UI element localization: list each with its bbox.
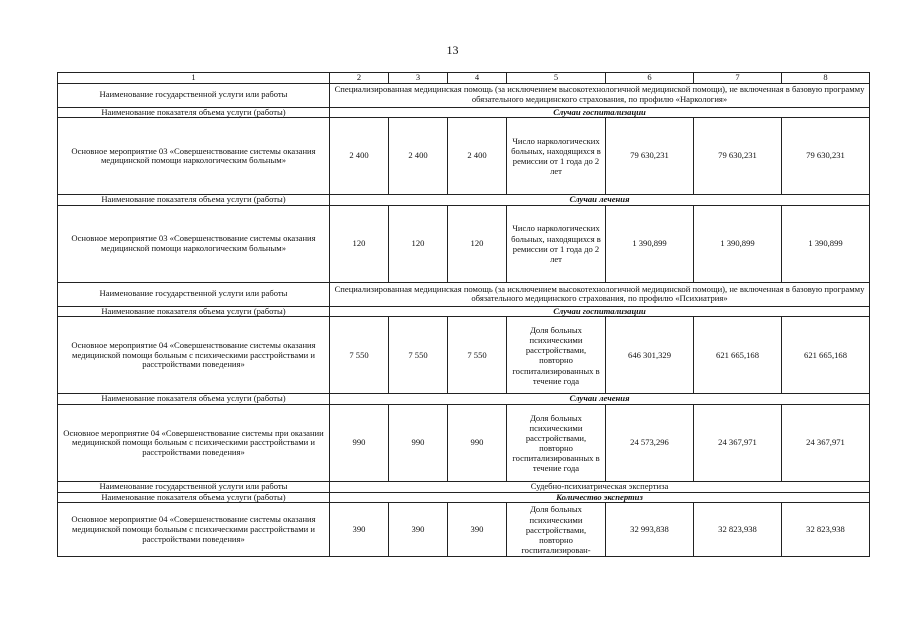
- row-value-2: 2 400: [330, 118, 389, 195]
- row-value-6: 1 390,899: [606, 205, 694, 282]
- header-cell-2: 2: [330, 73, 389, 84]
- row-value-4: 7 550: [448, 317, 507, 394]
- row-value-8: 32 823,938: [782, 503, 870, 557]
- row-value-3: 7 550: [389, 317, 448, 394]
- header-cell-6: 6: [606, 73, 694, 84]
- row-indicator: Число наркологических больных, находящихся в ремиссии от 1 года до 2 лет: [507, 205, 606, 282]
- header-cell-8: 8: [782, 73, 870, 84]
- row-value-8: 621 665,168: [782, 317, 870, 394]
- header-cell-4: 4: [448, 73, 507, 84]
- header-cell-3: 3: [389, 73, 448, 84]
- service-label: Наименование государственной услуги или работы: [58, 282, 330, 306]
- row-indicator: Доля больных психическими расстройствами, повторно госпитализирован-: [507, 503, 606, 557]
- row-name: Основное мероприятие 03 «Совершенствование системы оказания медицинской помощи наркологическим больным»: [58, 205, 330, 282]
- row-value-8: 79 630,231: [782, 118, 870, 195]
- row-value-2: 390: [330, 503, 389, 557]
- row-value-4: 2 400: [448, 118, 507, 195]
- service-row: [58, 83, 870, 107]
- indicator-label: Наименование показателя объема услуги (работы): [58, 492, 330, 503]
- service-row: [58, 282, 870, 306]
- row-value-7: 621 665,168: [694, 317, 782, 394]
- row-value-6: 646 301,329: [606, 317, 694, 394]
- row-value-7: 1 390,899: [694, 205, 782, 282]
- row-value-3: 990: [389, 405, 448, 482]
- indicator-title: Случаи госпитализации: [330, 306, 870, 317]
- page-number: 13: [446, 43, 459, 57]
- row-value-8: 24 367,971: [782, 405, 870, 482]
- row-indicator: Доля больных психическими расстройствами, повторно госпитализированных в течение года: [507, 405, 606, 482]
- service-label: Наименование государственной услуги или работы: [58, 83, 330, 107]
- row-value-8: 1 390,899: [782, 205, 870, 282]
- table-row: [58, 317, 870, 394]
- row-name: Основное мероприятие 04 «Совершенствование системы при оказании медицинской помощи больным с психическими расстройствами и расстройствами поведения»: [58, 405, 330, 482]
- row-value-6: 79 630,231: [606, 118, 694, 195]
- row-value-7: 24 367,971: [694, 405, 782, 482]
- row-indicator: Доля больных психическими расстройствами, повторно госпитализированных в течение года: [507, 317, 606, 394]
- indicator-row: [58, 306, 870, 317]
- indicator-label: Наименование показателя объема услуги (работы): [58, 107, 330, 118]
- indicator-row: [58, 492, 870, 503]
- indicator-row: [58, 195, 870, 206]
- service-title: Специализированная медицинская помощь (за исключением высокотехнологичной медицинской помощи), не включенная в базовую программу обязательного медицинского страхования, по профилю «Психиатрия»: [330, 282, 870, 306]
- row-value-6: 32 993,838: [606, 503, 694, 557]
- indicator-label: Наименование показателя объема услуги (работы): [58, 195, 330, 206]
- table-row: [58, 405, 870, 482]
- row-value-7: 79 630,231: [694, 118, 782, 195]
- row-value-4: 120: [448, 205, 507, 282]
- row-value-4: 390: [448, 503, 507, 557]
- header-cell-1: 1: [58, 73, 330, 84]
- row-value-4: 990: [448, 405, 507, 482]
- row-value-2: 990: [330, 405, 389, 482]
- indicator-row: [58, 394, 870, 405]
- row-value-2: 7 550: [330, 317, 389, 394]
- indicator-title: Случаи госпитализации: [330, 107, 870, 118]
- service-row: [58, 482, 870, 493]
- header-cell-7: 7: [694, 73, 782, 84]
- row-value-3: 120: [389, 205, 448, 282]
- header-cell-5: 5: [507, 73, 606, 84]
- service-title: Специализированная медицинская помощь (за исключением высокотехнологичной медицинской помощи), не включенная в базовую программу обязательного медицинского страхования, по профилю «Наркология»: [330, 83, 870, 107]
- row-value-7: 32 823,938: [694, 503, 782, 557]
- row-name: Основное мероприятие 04 «Совершенствование системы оказания медицинской помощи больным с психическими расстройствами и расстройствами поведения»: [58, 317, 330, 394]
- row-name: Основное мероприятие 04 «Совершенствование системы оказания медицинской помощи больным с психическими расстройствами и расстройствами поведения»: [58, 503, 330, 557]
- service-label: Наименование государственной услуги или работы: [58, 482, 330, 493]
- row-indicator: Число наркологических больных, находящихся в ремиссии от 1 года до 2 лет: [507, 118, 606, 195]
- indicator-label: Наименование показателя объема услуги (работы): [58, 394, 330, 405]
- table-row: [58, 118, 870, 195]
- indicator-label: Наименование показателя объема услуги (работы): [58, 306, 330, 317]
- table-row: [58, 205, 870, 282]
- row-value-3: 2 400: [389, 118, 448, 195]
- row-name: Основное мероприятие 03 «Совершенствование системы оказания медицинской помощи наркологическим больным»: [58, 118, 330, 195]
- indicator-title: Количество экспертиз: [330, 492, 870, 503]
- table-row: [58, 503, 870, 557]
- row-value-3: 390: [389, 503, 448, 557]
- indicator-title: Случаи лечения: [330, 394, 870, 405]
- indicator-row: [58, 107, 870, 118]
- header-row: [58, 73, 870, 84]
- services-table: [57, 72, 870, 557]
- row-value-2: 120: [330, 205, 389, 282]
- service-title: Судебно-психиатрическая экспертиза: [330, 482, 870, 493]
- indicator-title: Случаи лечения: [330, 195, 870, 206]
- row-value-6: 24 573,296: [606, 405, 694, 482]
